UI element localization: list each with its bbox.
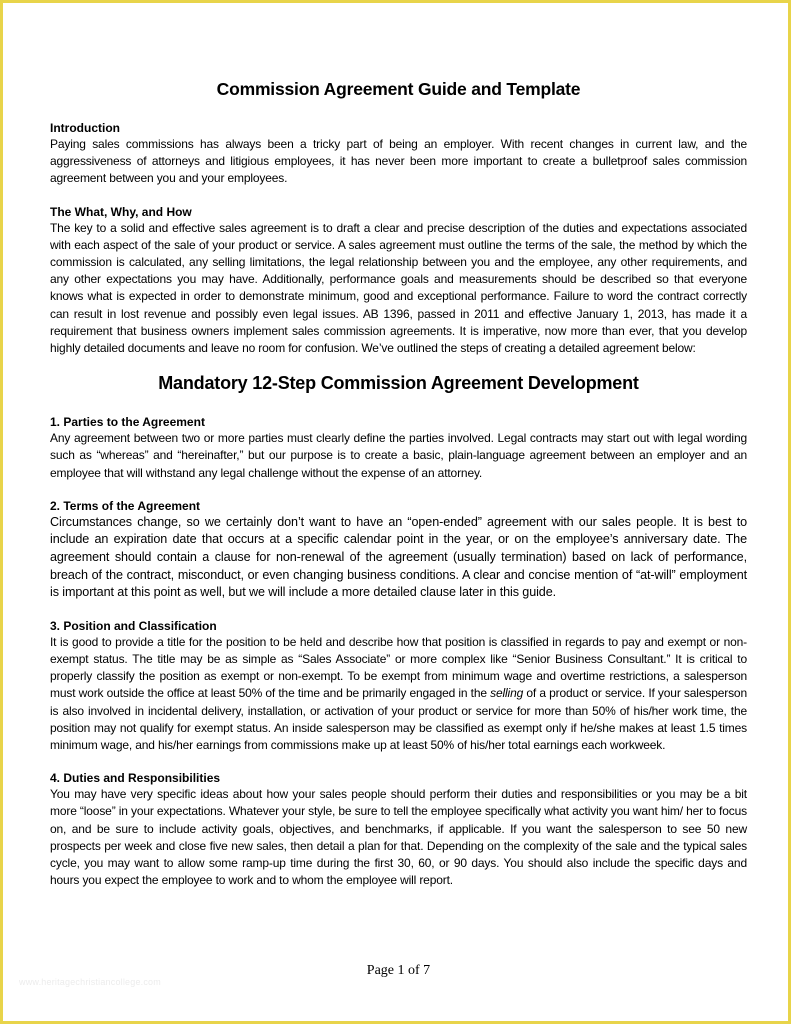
step-body-part: It is good to provide a title for the position to be held and describe how that position is classified in regards to pay and exempt or non-exempt status. The title may be as simple as “Sales Associate” or more complex like “Senior Business Consultant.” It is critical to properly classify the position as exempt or non-exempt. To be exempt from minimum wage and overtime restrictions, a salesperson must work outside the office at least 50% of the time and be primarily engaged in the	[50, 634, 747, 701]
step-heading: 3. Position and Classification	[50, 618, 217, 633]
step-parties	[50, 414, 747, 482]
section-introduction	[50, 120, 747, 188]
document-content	[50, 79, 747, 905]
step-body-part: of a product or service. If your salesperson is also involved in incidental delivery, installation, or activation of your product or service for more than 50% of his/her work time, the position may not qualify for exempt status. An inside salesperson may be classified as exempt only if he/she makes at least 1.5 times minimum wage, and his/her earnings from commissions make up at least 50% of his/her total earnings each workweek.	[50, 686, 747, 753]
step-position	[50, 618, 747, 754]
section-heading: Introduction	[50, 121, 120, 135]
section-body: The key to a solid and effective sales agreement is to draft a clear and precise description of the duties and expectations associated with each aspect of the sale of your product or service. A sales agreement must outline the terms of the sale, the method by which the commission is calculated, any selling limitations, the legal relationship between you and the employee, any other requirements, and any other expectations you may have. Additionally, performance goals and measurements should be described so that everyone knows what is expected in order to demonstrate minimum, good and exceptional performance. Failure to word the contract correctly can result in lost revenue and possibly even legal issues. AB 1396, passed in 2011 and effective January 1, 2013, has made it a requirement that business owners implement sales commission agreements. It is imperative, now more than ever, that you develop highly detailed documents and leave no room for confusion. We’ve outlined the steps of creating a detailed agreement below:	[50, 220, 747, 356]
step-body: Any agreement between two or more parties must clearly define the parties involved. Legal contracts may start out with legal wording such as “whereas” and “hereinafter,” but our purpose is to create a basic, plain-language agreement between an employer and an employee that will withstand any legal challenge without the expense of an attorney.	[50, 431, 747, 480]
step-body: Circumstances change, so we certainly don’t want to have an “open-ended” agreement with our sales people. It is best to include an expiration date that occurs at a specific calendar point in the year, or on the employee’s anniversary date. The agreement should contain a clause for non-renewal of the agreement (usually termination) based on lack of performance, breach of the contract, misconduct, or even changing business conditions. A clear and concise mention of “at-will” employment is important at this point as well, but we will include a more detailed clause later in this guide.	[50, 514, 747, 600]
step-heading: 2. Terms of the Agreement	[50, 498, 201, 513]
section-body: Paying sales commissions has always been a tricky part of being an employer. With recent changes in current law, and the aggressiveness of attorneys and litigious employees, it has never been more important to create a bulletproof sales commission agreement between you and your employees.	[50, 137, 747, 186]
step-body: You may have very specific ideas about how your sales people should perform their duties and responsibilities or you may be a bit more “loose” in your expectations. Whatever your style, be sure to tell the employee specifically what activity you want him/ her to focus on, and be sure to include activity goals, objectives, and benchmarks, if applicable. If you want the salesperson to see 50 new prospects per week and close five new sales, then detail a plan for that. Depending on the complexity of the sale and the typical sales cycle, you may want to allow some ramp-up time during the first 30, 60, or 90 days. You should also include the specific days and hours you expect the employee to work and to whom the employee will report.	[50, 787, 747, 888]
step-body-emphasis: selling	[490, 686, 524, 701]
document-title: Commission Agreement Guide and Template	[216, 79, 581, 99]
steps-title: Mandatory 12-Step Commission Agreement Development	[158, 373, 639, 394]
section-what-why-how	[50, 204, 747, 358]
watermark: www.heritagechristiancollege.com	[19, 977, 161, 987]
step-heading: 1. Parties to the Agreement	[50, 415, 205, 430]
page-number: Page 1 of 7	[366, 963, 431, 978]
step-terms	[50, 498, 747, 602]
step-heading: 4. Duties and Responsibilities	[50, 771, 221, 786]
step-duties	[50, 770, 747, 889]
section-heading: The What, Why, and How	[50, 204, 192, 219]
step-body	[50, 634, 747, 754]
